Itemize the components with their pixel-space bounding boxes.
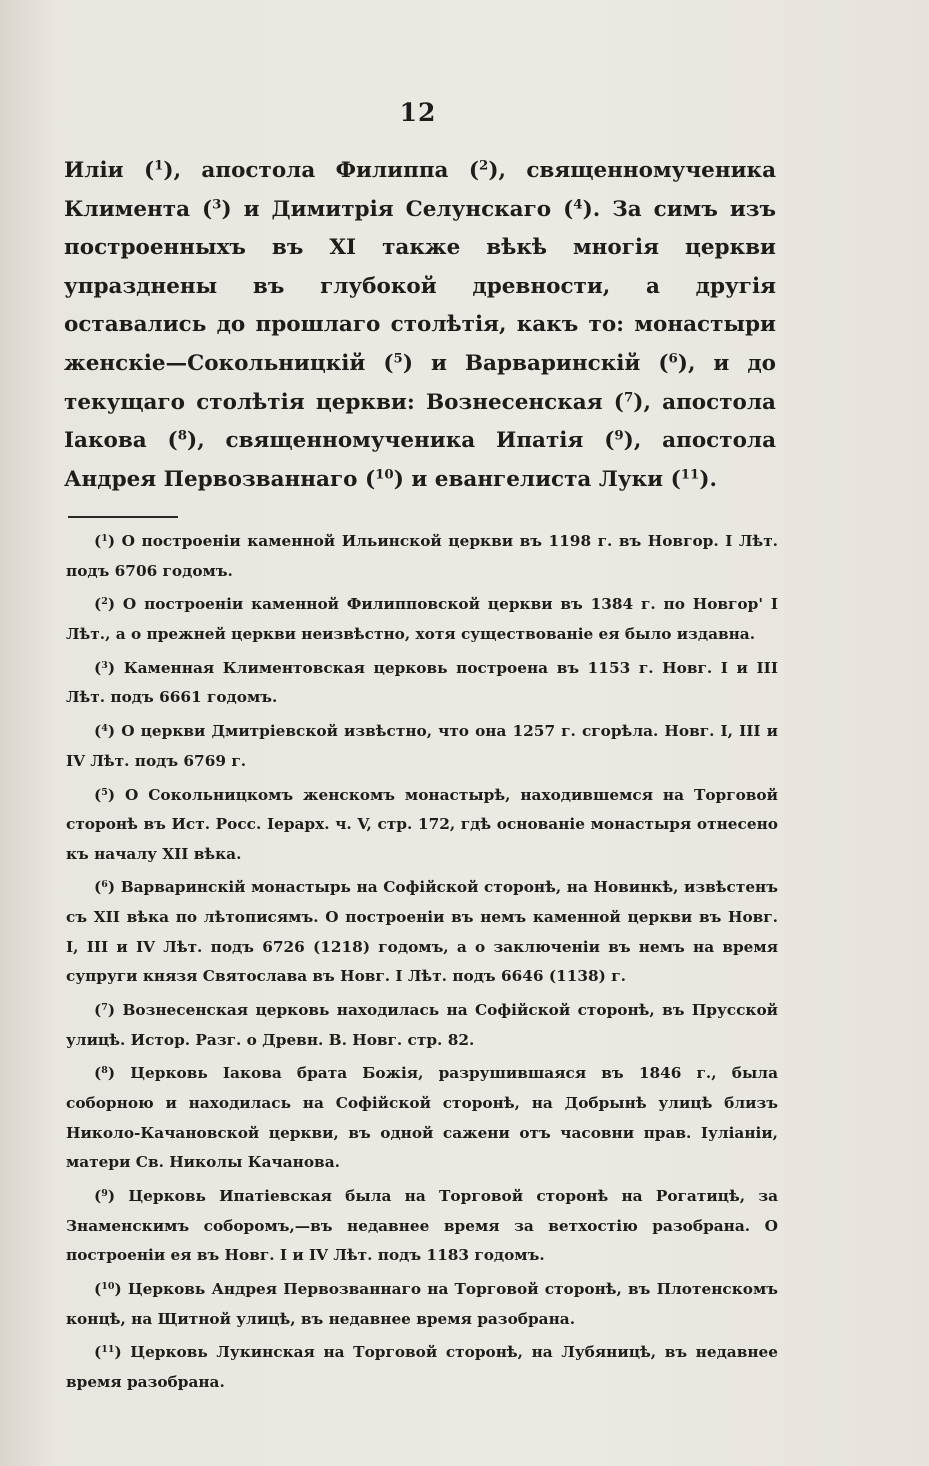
footnote-text: О церкви Дмитріевской извѣстно, что она 1257 г. сгорѣла. Новг. I, III и IV Лѣт. подъ 6769 г. — [66, 722, 778, 770]
footnote-number: 7 — [101, 1001, 108, 1013]
footnote — [66, 781, 778, 870]
footnote-reference: 7 — [623, 389, 634, 406]
footnote — [66, 1182, 778, 1271]
footnote-number: 2 — [101, 596, 108, 608]
footnote-text: Каменная Климентовская церковь построена въ 1153 г. Новг. I и III Лѣт. подъ 6661 годомъ. — [66, 658, 778, 707]
main-text-segment: ), священномученика Климента ( — [64, 158, 776, 222]
main-text-segment: ) и Варваринскій ( — [402, 350, 669, 376]
main-text-segment: ), священномученика Ипатія ( — [187, 428, 615, 454]
footnote-mark: ($^5$) — [94, 785, 125, 804]
footnote-reference: 11 — [680, 466, 700, 483]
footnote-reference: 1 — [154, 157, 164, 174]
footnote — [66, 873, 778, 991]
footnote-mark: ($^3$) — [94, 658, 124, 677]
footnote-text: Вознесенская церковь находилась на Софійской сторонѣ, въ Прусской улицѣ. Истор. Разг. о Древн. В. Новг. стр. 82. — [66, 1001, 778, 1049]
main-text-segment: ), апостола Филиппа ( — [163, 158, 480, 183]
footnote-text: Церковь Лукинская на Торговой сторонѣ, на Лубяницѣ, въ недавнее время разобрана. — [66, 1343, 778, 1391]
footnote-reference: 9 — [614, 427, 624, 444]
main-text-segment: ), апостола Іакова ( — [64, 389, 776, 454]
footnotes-section — [66, 527, 778, 1402]
footnote-mark: ($^9$) — [94, 1186, 129, 1205]
footnote-mark: ($^8$) — [94, 1064, 131, 1083]
footnote-reference: 10 — [375, 466, 394, 483]
footnote-reference: 3 — [212, 196, 222, 213]
footnote-reference: 8 — [177, 427, 188, 444]
main-text-segment: ). За симъ изъ построенныхъ въ XI также вѣкѣ многія церкви упразднены въ глубокой древности, а другія оставались до прошлаго столѣтія, какъ то: монастыри женскіе—Сокольницкій ( — [64, 196, 776, 376]
footnote — [66, 654, 778, 713]
main-text-segment: ), апостола Андрея Первозваннаго ( — [64, 428, 776, 492]
footnote — [66, 1275, 778, 1334]
footnote-text: Варваринскій монастырь на Софійской сторонѣ, на Новинкѣ, извѣстенъ съ XII вѣка по лѣтописямъ. О построеніи въ немъ каменной церкви въ Новг. I, III и IV Лѣт. подъ 6726 (1218) годомъ, а о заключеніи въ немъ на время супруги князя Святослава въ Новг. I Лѣт. подъ 6646 (1138) г. — [66, 878, 778, 986]
footnote-number: 4 — [101, 722, 108, 734]
footnote-text: О построеніи каменной Филипповской церкви въ 1384 г. по Новгор' I Лѣт., а о прежней церкви неизвѣстно, хотя существованіе ея было издавна. — [66, 595, 778, 643]
main-text-segment: ), и до текущаго столѣтія церкви: Вознесенская ( — [64, 350, 777, 415]
footnote-reference: 2 — [479, 157, 489, 174]
footnote — [66, 527, 778, 586]
footnote — [66, 996, 778, 1055]
footnote-divider — [68, 516, 178, 518]
footnote-number: 11 — [101, 1344, 115, 1356]
footnote — [66, 1059, 778, 1177]
footnote-number: 5 — [101, 786, 108, 798]
footnote-mark: ($^{10}$) — [94, 1279, 128, 1298]
footnote-text: Церковь Ипатіевская была на Торговой сторонѣ на Рогатицѣ, за Знаменскимъ соборомъ,—въ недавнее время за ветхостію разобрана. О построеніи ея въ Новг. I и IV Лѣт. подъ 1183 годомъ. — [66, 1186, 778, 1265]
page-number: 12 — [399, 98, 437, 127]
main-text-segment: ) и Димитрія Селунскаго ( — [221, 196, 574, 222]
footnote-reference: 6 — [668, 350, 678, 367]
footnote-reference: 5 — [393, 350, 403, 367]
footnote-text: Церковь Іакова брата Божія, разрушившаяся въ 1846 г., была соборною и находилась на Софійской сторонѣ, на Добрынѣ улицѣ близъ Николо-Качановской церкви, въ одной сажени отъ часовни прав. Іуліаніи, матери Св. Николы Качанова. — [66, 1064, 778, 1172]
footnote-text: О Сокольницкомъ женскомъ монастырѣ, находившемся на Торговой сторонѣ въ Ист. Росс. Іерарх. ч. V, стр. 172, гдѣ основаніе монастыря отнесено къ началу XII вѣка. — [66, 785, 778, 863]
footnote — [66, 590, 778, 649]
footnote-text: Церковь Андрея Первозваннаго на Торговой сторонѣ, въ Плотенскомъ концѣ, на Щитной улицѣ, въ недавнее время разобрана. — [66, 1279, 778, 1328]
footnote-reference: 4 — [573, 196, 583, 213]
footnote-mark: ($^{11}$) — [94, 1343, 131, 1362]
footnote-number: 8 — [101, 1065, 108, 1077]
footnote-number: 1 — [101, 532, 108, 544]
main-paragraph — [64, 152, 776, 499]
footnote-mark: ($^4$) — [94, 722, 122, 741]
footnote-number: 6 — [101, 879, 108, 891]
main-text-segment: Иліи ( — [64, 158, 155, 183]
footnote-number: 9 — [101, 1187, 108, 1199]
footnote-number: 10 — [101, 1280, 115, 1292]
main-text-segment: ) и евангелиста Луки ( — [393, 466, 681, 492]
footnote-number: 3 — [101, 659, 108, 671]
footnote — [66, 717, 778, 776]
footnote-mark: ($^6$) — [94, 878, 121, 897]
main-text-segment: ). — [699, 466, 717, 492]
footnote-mark: ($^1$) — [94, 532, 122, 550]
footnote-mark: ($^2$) — [94, 595, 123, 614]
footnote-text: О построеніи каменной Ильинской церкви въ 1198 г. въ Новгор. I Лѣт. подъ 6706 годомъ. — [66, 532, 778, 580]
footnote — [66, 1338, 778, 1397]
footnote-mark: ($^7$) — [94, 1001, 123, 1020]
